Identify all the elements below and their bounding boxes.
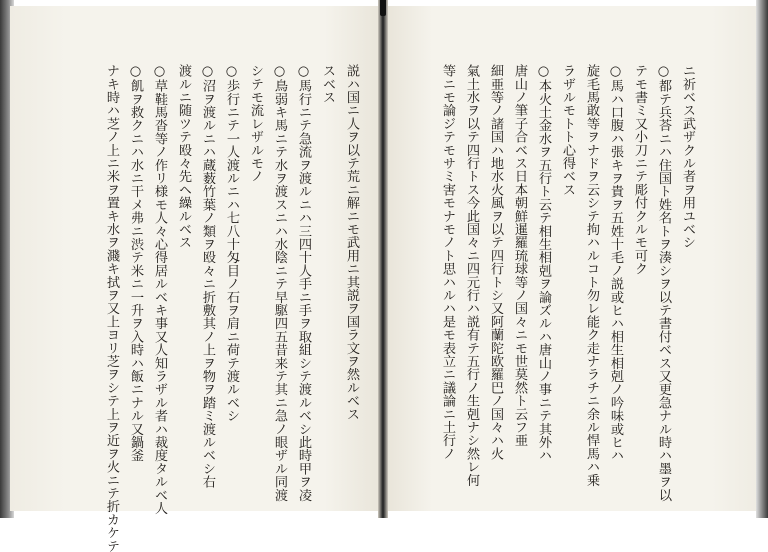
text-column: 旋毛馬敢等ヲナドヲ云シテ拘ハルコト勿レ能ク走ナラチニ余ル悍馬ハ乗 [584,64,599,487]
text-column: スベス [320,64,335,104]
text-column: ニ祈ベス武ザクル者ヲ用ユベシ [680,64,695,249]
text-column: ○馬ハ口腹ハ張キヲ貴ヲ五姓十毛ノ説或ヒハ相生相剋ノ吟味或ヒハ [608,64,623,462]
text-column: 氣土水ヲ以テ四行トス今此国々ニ四元行ハ説有テ五行ノ生剋ナシ然レ何 [464,64,479,487]
right-scan-edge [756,0,768,518]
text-column: ナキ時ハ芝ノ上ニ米ヲ置キ水ヲ濺キ拭ヲ又上ヨリ芝ヲシテ上ヲ近ヲ火ニテ折カケテ [104,64,119,552]
text-column: シテモ流レザルモノ [248,64,263,183]
binding-clip [380,0,386,16]
text-column: ○鳥弱キ馬ニテ水ヲ渡スニハ水陰ニテ早駆四五昔来テ其ニ急ノ眼ザル同渡 [272,64,287,502]
text-column: 等ニモ論ジテモサミ害モナモノト思ハルハ是モ表立ニ議論ニ土行ノ [440,64,455,460]
text-column: ○歩行ニテ一人渡ルニハ七八十匁目ノ石ヲ肩ニ荷テ渡ルベシ [224,64,239,423]
text-column: 説ハ国ニ人ヲ以テ荒ニ解ニモ武用ニ其説ヲ国ラ文ヲ然ルベス [344,64,359,421]
left-page [10,6,380,552]
text-column: ○沼ヲ渡ルニハ蔵薮竹葉ノ類ヲ殴々ニ折敷其ノ上ヲ物ヲ踏ミ渡ルベシ右 [200,64,215,489]
text-column: 渡ルニ随ツテ殴々先ヘ繰ルベス [176,64,191,249]
text-column: ○草鞋馬沓等ノ作リ様モ人々心得居ルベキ事又人知ラザル者ハ裁度タルベ人 [152,64,167,515]
text-column: ○都テ兵荅ニハ住国ト姓名トヲ湊シヲ以テ書付ベス又更急ナル時ハ墨ヲ以 [656,64,671,502]
text-column: ○飢ヲ救クニハ水ニ干メ弗ニ渋テ米ニ一升ヲ入時ハ飯ニナル又鍋釜 [128,64,143,462]
text-column: ○馬行ニテ急流ヲ渡ルニハ三四十人手ニ手ヲ取組シテ渡ルベシ此時甲ヲ凌 [296,64,311,502]
book-gutter [378,0,388,518]
right-page [388,6,756,511]
text-column: 唐山ノ筆子合ベス日本朝鮮暹羅琉球等ノ国々ニモ世莫然ト云フ亜 [512,64,527,447]
text-column: テモ書ミ又小刀ニテ彫付クルモ可ク [632,64,647,276]
text-column: ○本火土金水ヲ五行ト云テ相生相剋ヲ論ズルハ唐山ノ事ニテ其外ハ [536,64,551,462]
text-column: 細亜等ノ諸国ハ地水火風ヲ以テ四行トシ又阿蘭陀欧羅巴ノ国々ハ火 [488,64,503,460]
text-column: ラザルモトト心得ベス [560,64,575,196]
